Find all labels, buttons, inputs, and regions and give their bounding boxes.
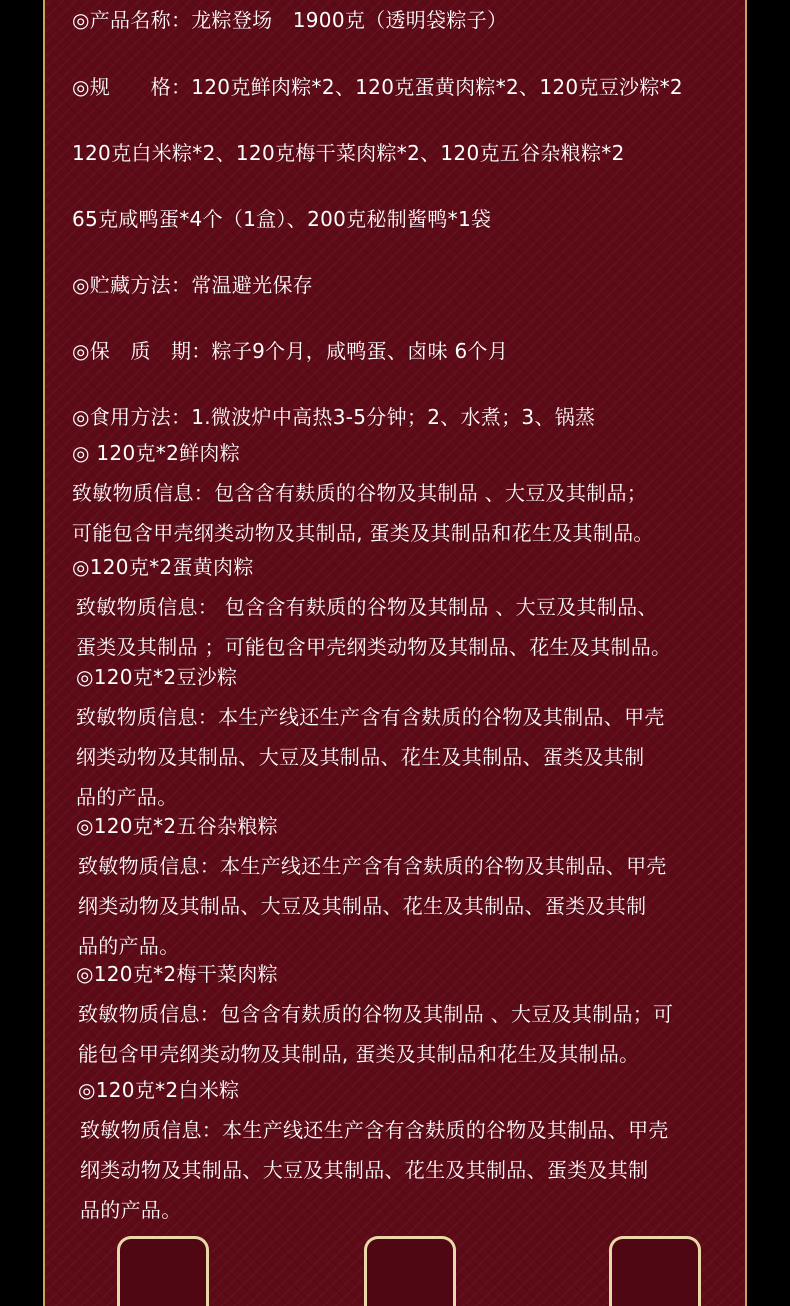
preserved-vegetable-zongzi-heading: ◎120克*2梅干菜肉粽 xyxy=(76,962,278,986)
grain-zongzi-heading: ◎120克*2五谷杂粮粽 xyxy=(76,814,278,838)
product-name-line: ◎产品名称：龙粽登场 1900克（透明袋粽子） xyxy=(72,8,508,32)
allergen-text: 纲类动物及其制品、大豆及其制品、花生及其制品、蛋类及其制 xyxy=(80,1158,649,1182)
fresh-meat-zongzi-heading: ◎ 120克*2鲜肉粽 xyxy=(72,441,241,465)
allergen-text: 致敏物质信息：包含含有麸质的谷物及其制品 、大豆及其制品； xyxy=(72,481,648,505)
spec-line-1: ◎规 格：120克鲜肉粽*2、120克蛋黄肉粽*2、120克豆沙粽*2 xyxy=(72,75,683,99)
allergen-text: 可能包含甲壳纲类动物及其制品, 蛋类及其制品和花生及其制品。 xyxy=(72,521,654,545)
egg-yolk-zongzi-heading: ◎120克*2蛋黄肉粽 xyxy=(72,555,254,579)
usage-line: ◎食用方法：1.微波炉中高热3-5分钟；2、水煮；3、锅蒸 xyxy=(72,405,596,429)
allergen-text: 致敏物质信息：本生产线还生产含有含麸质的谷物及其制品、甲壳 xyxy=(76,705,665,729)
allergen-text: 品的产品。 xyxy=(78,934,180,958)
allergen-text: 能包含甲壳纲类动物及其制品, 蛋类及其制品和花生及其制品。 xyxy=(78,1042,640,1066)
red-bean-zongzi-heading: ◎120克*2豆沙粽 xyxy=(76,665,238,689)
decorative-frame xyxy=(609,1236,701,1306)
allergen-text: 品的产品。 xyxy=(76,785,178,809)
allergen-text: 致敏物质信息：本生产线还生产含有含麸质的谷物及其制品、甲壳 xyxy=(80,1118,669,1142)
storage-line: ◎贮藏方法：常温避光保存 xyxy=(72,273,314,297)
decorative-frame xyxy=(117,1236,209,1306)
allergen-text: 品的产品。 xyxy=(80,1198,182,1222)
allergen-text: 致敏物质信息：包含含有麸质的谷物及其制品 、大豆及其制品；可 xyxy=(78,1002,674,1026)
spec-line-2: 120克白米粽*2、120克梅干菜肉粽*2、120克五谷杂粮粽*2 xyxy=(72,141,625,165)
decorative-frame xyxy=(364,1236,456,1306)
shelf-life-line: ◎保 质 期：粽子9个月，咸鸭蛋、卤味 6个月 xyxy=(72,339,509,363)
spec-line-3: 65克咸鸭蛋*4个（1盒）、200克秘制酱鸭*1袋 xyxy=(72,207,492,231)
white-rice-zongzi-heading: ◎120克*2白米粽 xyxy=(78,1078,240,1102)
product-info-panel xyxy=(43,0,747,1306)
allergen-text: 纲类动物及其制品、大豆及其制品、花生及其制品、蛋类及其制 xyxy=(76,745,645,769)
allergen-text: 纲类动物及其制品、大豆及其制品、花生及其制品、蛋类及其制 xyxy=(78,894,647,918)
allergen-text: 蛋类及其制品 ；可能包含甲壳纲类动物及其制品、花生及其制品。 xyxy=(76,635,672,659)
allergen-text: 致敏物质信息：本生产线还生产含有含麸质的谷物及其制品、甲壳 xyxy=(78,854,667,878)
allergen-text: 致敏物质信息： 包含含有麸质的谷物及其制品 、大豆及其制品、 xyxy=(76,595,658,619)
